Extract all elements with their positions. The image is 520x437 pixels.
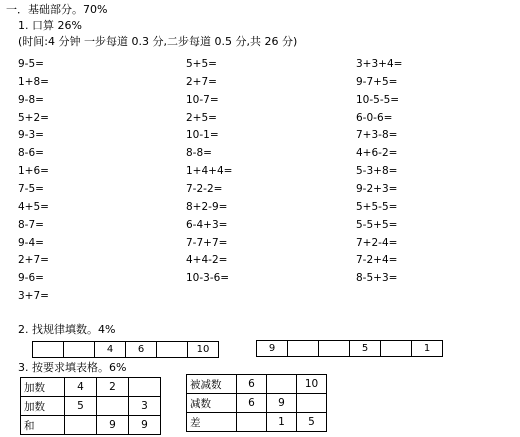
arithmetic-problem: 4+5=	[18, 200, 49, 213]
sequence-cell[interactable]	[288, 341, 319, 357]
arithmetic-problem: 7+2-4=	[356, 236, 398, 249]
arithmetic-problem: 8-7=	[18, 218, 44, 231]
row-label: 被减数	[187, 375, 237, 394]
table-cell[interactable]	[267, 375, 297, 394]
arithmetic-problem: 4+4-2=	[186, 254, 228, 267]
table-cell[interactable]: 5	[297, 413, 327, 432]
arithmetic-problem: 2+7=	[186, 75, 217, 88]
sequence-cell[interactable]	[33, 342, 64, 358]
q2-title: 2. 找规律填数。4%	[18, 323, 116, 336]
sequence-cell[interactable]: 5	[350, 341, 381, 357]
addition-table	[20, 377, 161, 435]
arithmetic-problem: 9-4=	[18, 236, 44, 249]
arithmetic-problem: 6-0-6=	[356, 111, 393, 124]
arithmetic-problem: 7-2-2=	[186, 182, 223, 195]
arithmetic-problem: 8+2-9=	[186, 200, 228, 213]
arithmetic-problem: 5+5-5=	[356, 200, 398, 213]
arithmetic-problem: 5-5+5=	[356, 218, 398, 231]
sequence-cell[interactable]	[319, 341, 350, 357]
q1-title: 1. 口算 26%	[18, 19, 82, 32]
row-label: 差	[187, 413, 237, 432]
table-cell[interactable]: 2	[97, 378, 129, 397]
table-cell[interactable]: 6	[237, 394, 267, 413]
arithmetic-problem: 8-8=	[186, 147, 212, 160]
arithmetic-problem: 2+5=	[186, 111, 217, 124]
table-cell[interactable]	[297, 394, 327, 413]
arithmetic-problem: 6-4+3=	[186, 218, 228, 231]
sequence-1	[32, 341, 219, 358]
arithmetic-problem: 5+5=	[186, 58, 217, 70]
arithmetic-problem: 9-6=	[18, 272, 44, 285]
table-cell[interactable]	[237, 413, 267, 432]
q3-title: 3. 按要求填表格。6%	[18, 361, 127, 374]
arithmetic-problem: 9-2+3=	[356, 182, 398, 195]
sequence-cell[interactable]: 1	[412, 341, 443, 357]
row-label: 加数	[21, 378, 65, 397]
arithmetic-problem: 5+2=	[18, 111, 49, 124]
arithmetic-problem: 1+4+4=	[186, 165, 233, 178]
arithmetic-problem: 1+8=	[18, 75, 49, 88]
sequence-cell[interactable]	[381, 341, 412, 357]
section-title: 一．基础部分。70%	[6, 3, 108, 16]
arithmetic-problem: 9-8=	[18, 93, 44, 106]
sequence-cell[interactable]: 4	[95, 342, 126, 358]
row-label: 加数	[21, 397, 65, 416]
arithmetic-problem: 7-2+4=	[356, 254, 398, 267]
row-label: 减数	[187, 394, 237, 413]
table-cell[interactable]: 4	[65, 378, 97, 397]
table-cell[interactable]: 9	[129, 416, 161, 435]
arithmetic-problem: 2+7=	[18, 254, 49, 267]
table-cell[interactable]	[65, 416, 97, 435]
sequence-cell[interactable]: 10	[188, 342, 219, 358]
arithmetic-problem: 4+6-2=	[356, 147, 398, 160]
sequence-cell[interactable]: 9	[257, 341, 288, 357]
arithmetic-problem: 9-7+5=	[356, 75, 398, 88]
arithmetic-problem: 7+3-8=	[356, 129, 398, 142]
table-cell[interactable]: 9	[97, 416, 129, 435]
arithmetic-problem: 7-7+7=	[186, 236, 228, 249]
arithmetic-problem: 10-3-6=	[186, 272, 230, 285]
arithmetic-problem: 8-5+3=	[356, 272, 398, 285]
table-cell[interactable]	[97, 397, 129, 416]
subtraction-table	[186, 374, 327, 432]
arithmetic-problem: 1+6=	[18, 165, 49, 178]
table-cell[interactable]: 5	[65, 397, 97, 416]
q1-subtitle: (时间:4 分钟 一步每道 0.3 分,二步每道 0.5 分,共 26 分)	[18, 35, 298, 48]
sequence-2	[256, 340, 443, 357]
arithmetic-problem: 10-1=	[186, 129, 219, 142]
arithmetic-problem: 10-5-5=	[356, 93, 400, 106]
table-cell[interactable]	[129, 378, 161, 397]
arithmetic-problem: 8-6=	[18, 147, 44, 160]
arithmetic-problem: 5-3+8=	[356, 165, 398, 178]
table-cell[interactable]: 6	[237, 375, 267, 394]
table-cell[interactable]: 10	[297, 375, 327, 394]
arithmetic-problem: 9-3=	[18, 129, 44, 142]
arithmetic-problem: 7-5=	[18, 182, 44, 195]
table-cell[interactable]: 9	[267, 394, 297, 413]
row-label: 和	[21, 416, 65, 435]
sequence-cell[interactable]: 6	[126, 342, 157, 358]
table-cell[interactable]: 1	[267, 413, 297, 432]
arithmetic-problem: 3+7=	[18, 290, 49, 303]
arithmetic-problem: 9-5=	[18, 58, 44, 70]
sequence-cell[interactable]	[64, 342, 95, 358]
arithmetic-problem: 10-7=	[186, 93, 219, 106]
table-cell[interactable]: 3	[129, 397, 161, 416]
arithmetic-problem: 3+3+4=	[356, 58, 403, 70]
sequence-cell[interactable]	[157, 342, 188, 358]
